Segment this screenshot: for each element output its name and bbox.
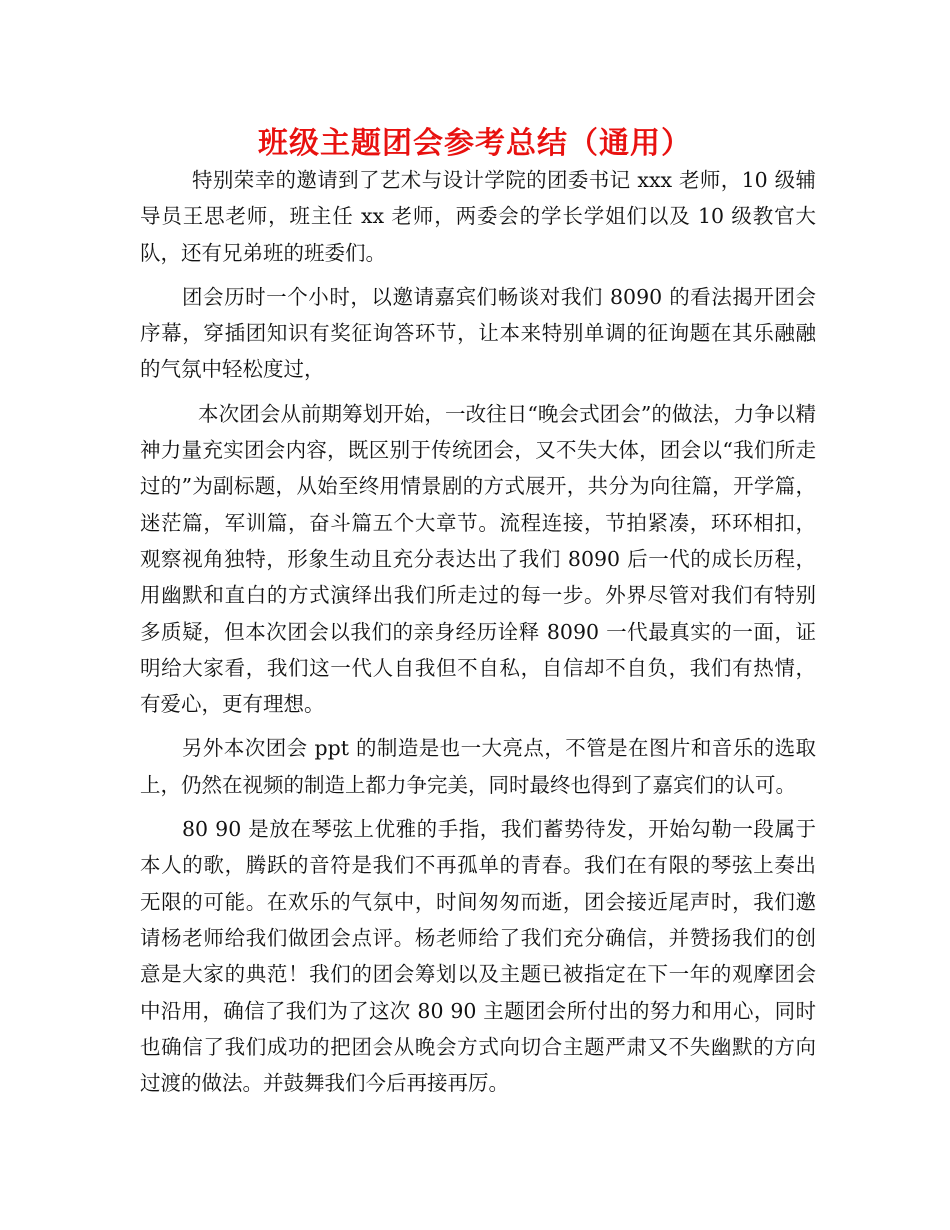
paragraph: 另外本次团会 ppt 的制造是也一大亮点，不管是在图片和音乐的选取上，仍然在视频的制造上都力争完美，同时最终也得到了嘉宾们的认可。: [140, 736, 816, 797]
paragraph: 80 90 是放在琴弦上优雅的手指，我们蓄势待发，开始勾勒一段属于本人的歌，腾跃的音符是我们不再孤单的青春。我们在有限的琴弦上奏出无限的可能。在欢乐的气氛中，时间匆匆而逝，团会接近尾声时，我们邀请杨老师给我们做团会点评。杨老师给了我们充分确信，并赞扬我们的创意是大家的典范！我们的团会筹划以及主题已被指定在下一年的观摩团会中沿用，确信了我们为了这次 80 90 主题团会所付出的努力和用心，同时也确信了我们成功的把团会从晚会方式向切合主题严肃又不失幽默的方向过渡的做法。并鼓舞我们今后再接再厉。: [140, 817, 816, 1096]
paragraph: 团会历时一个小时，以邀请嘉宾们畅谈对我们 8090 的看法揭开团会序幕，穿插团知识有奖征询答环节，让本来特别单调的征询题在其乐融融的气氛中轻松度过，: [140, 284, 816, 382]
document-body: [140, 162, 816, 1109]
paragraph: 本次团会从前期筹划开始，一改往日“晚会式团会”的做法，力争以精神力量充实团会内容，既区别于传统团会，又不失大体，团会以“我们所走过的”为副标题，从始至终用情景剧的方式展开，共分为向往篇，开学篇，迷茫篇，军训篇，奋斗篇五个大章节。流程连接，节拍紧凑，环环相扣，观察视角独特，形象生动且充分表达出了我们 8090 后一代的成长历程，用幽默和直白的方式演绎出我们所走过的每一步。外界尽管对我们有特别多质疑，但本次团会以我们的亲身经历诠释 8090 一代最真实的一面，证明给大家看，我们这一代人自我但不自私，自信却不自负，我们有热情，有爱心，更有理想。: [140, 401, 816, 717]
document-title: 班级主题团会参考总结（通用）: [258, 126, 692, 161]
paragraph: 特别荣幸的邀请到了艺术与设计学院的团委书记 xxx 老师，10 级辅导员王思老师，班主任 xx 老师，两委会的学长学姐们以及 10 级教官大队，还有兄弟班的班委们。: [140, 168, 816, 265]
